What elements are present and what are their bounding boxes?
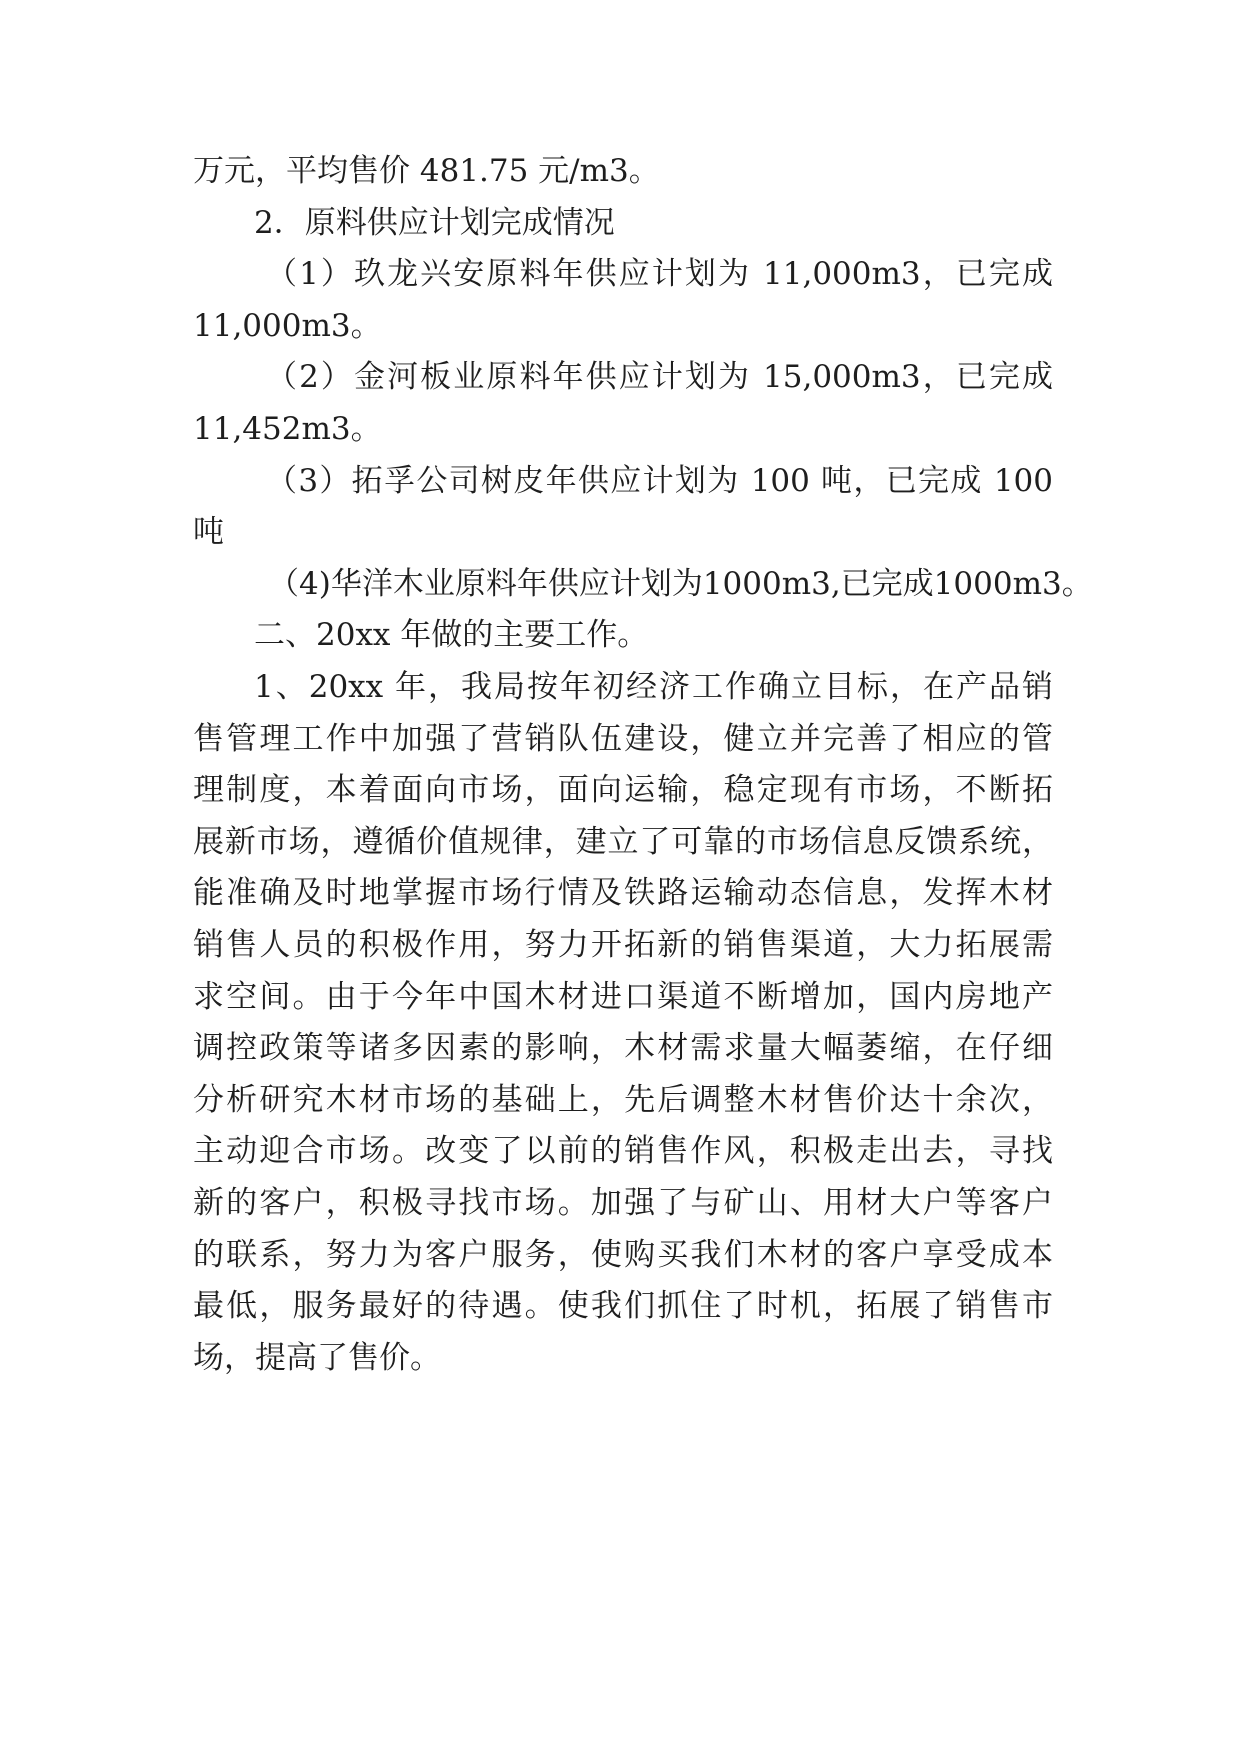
text-line: 主动迎合市场。改变了以前的销售作风，积极走出去，寻找 (193, 1133, 1053, 1169)
text-line: 新的客户，积极寻找市场。加强了与矿山、用材大户等客户 (193, 1185, 1053, 1221)
text-line: 求空间。由于今年中国木材进口渠道不断增加，国内房地产 (193, 979, 1053, 1015)
text-line: 展新市场，遵循价值规律，建立了可靠的市场信息反馈系统， (193, 824, 1053, 860)
text-line: 的联系，努力为客户服务，使购买我们木材的客户享受成本 (193, 1237, 1053, 1273)
text-line: 万元，平均售价 481.75 元/m3。 (193, 153, 660, 189)
text-line: 场，提高了售价。 (193, 1340, 441, 1376)
text-line: 吨 (193, 514, 224, 550)
text-line: 11,000m3。 (193, 308, 382, 344)
text-line: 11,452m3。 (193, 411, 382, 447)
text-line: （3）拓孚公司树皮年供应计划为 100 吨，已完成 100 (266, 463, 1053, 499)
text-line: 理制度，本着面向市场，面向运输，稳定现有市场，不断拓 (193, 772, 1053, 808)
text-line: （1）玖龙兴安原料年供应计划为 11,000m3，已完成 (266, 256, 1053, 292)
text-line: 最低，服务最好的待遇。使我们抓住了时机，拓展了销售市 (193, 1288, 1053, 1324)
section-subheading: 2．原料供应计划完成情况 (254, 205, 615, 241)
text-line: （4)华洋木业原料年供应计划为1000m3,已完成1000m3。 (268, 566, 1093, 602)
text-line: （2）金河板业原料年供应计划为 15,000m3，已完成 (266, 359, 1053, 395)
text-line: 销售人员的积极作用，努力开拓新的销售渠道，大力拓展需 (193, 927, 1053, 963)
section-heading: 二、20xx 年做的主要工作。 (254, 617, 649, 653)
text-line: 1、20xx 年，我局按年初经济工作确立目标，在产品销 (254, 669, 1053, 705)
text-line: 调控政策等诸多因素的影响，木材需求量大幅萎缩，在仔细 (193, 1030, 1053, 1066)
text-line: 能准确及时地掌握市场行情及铁路运输动态信息，发挥木材 (193, 875, 1053, 911)
text-line: 分析研究木材市场的基础上，先后调整木材售价达十余次， (193, 1082, 1053, 1118)
text-line: 售管理工作中加强了营销队伍建设，健立并完善了相应的管 (193, 721, 1053, 757)
